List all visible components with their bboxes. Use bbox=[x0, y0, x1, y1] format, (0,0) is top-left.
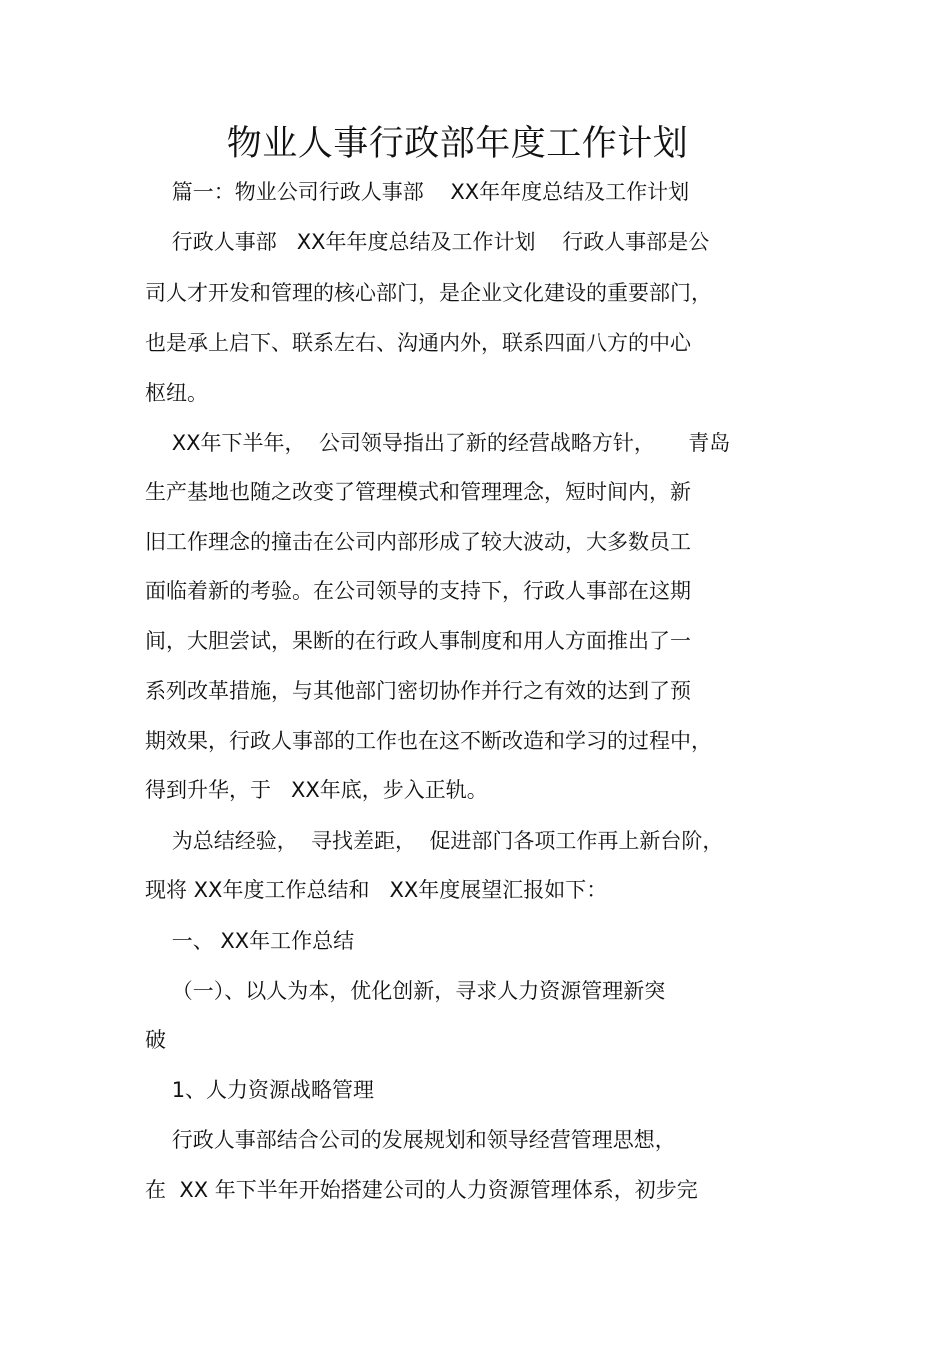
paragraph-line: 得到升华，于 XX年底，步入正轨。 bbox=[145, 778, 488, 802]
paragraph-line: 也是承上启下、联系左右、沟通内外，联系四面八方的中心 bbox=[145, 331, 691, 355]
paragraph-line: 生产基地也随之改变了管理模式和管理理念，短时间内，新 bbox=[145, 480, 691, 504]
document-title: 物业人事行政部年度工作计划 bbox=[226, 124, 689, 164]
paragraph-line: 间，大胆尝试，果断的在行政人事制度和用人方面推出了一 bbox=[145, 629, 691, 653]
subsection-heading: 破 bbox=[145, 1028, 166, 1052]
paragraph-line: 枢纽。 bbox=[145, 381, 208, 405]
paragraph-line: 在 XX 年下半年开始搭建公司的人力资源管理体系，初步完 bbox=[145, 1178, 698, 1202]
paragraph-line: 为总结经验， 寻找差距， 促进部门各项工作再上新台阶， bbox=[145, 829, 724, 853]
subtitle-line: 篇一：物业公司行政人事部 XX年年度总结及工作计划 bbox=[145, 180, 690, 204]
paragraph-line: 面临着新的考验。在公司领导的支持下，行政人事部在这期 bbox=[145, 579, 691, 603]
paragraph-line: 现将 XX年度工作总结和 XX年度展望汇报如下： bbox=[145, 878, 608, 902]
paragraph-line: 旧工作理念的撞击在公司内部形成了较大波动，大多数员工 bbox=[145, 530, 691, 554]
paragraph-line: 期效果，行政人事部的工作也在这不断改造和学习的过程中， bbox=[145, 729, 712, 753]
paragraph-line: 行政人事部 XX年年度总结及工作计划 行政人事部是公 bbox=[145, 230, 710, 254]
section-heading: 一、 XX年工作总结 bbox=[145, 929, 355, 953]
paragraph-line: 系列改革措施，与其他部门密切协作并行之有效的达到了预 bbox=[145, 679, 691, 703]
paragraph-line: 司人才开发和管理的核心部门，是企业文化建设的重要部门， bbox=[145, 281, 712, 305]
paragraph-line: XX年下半年， 公司领导指出了新的经营战略方针， 青岛 bbox=[145, 431, 731, 455]
subsection-heading: （一）、以人为本，优化创新，寻求人力资源管理新突 bbox=[145, 979, 666, 1003]
item-heading: 1、人力资源战略管理 bbox=[145, 1078, 375, 1102]
paragraph-line: 行政人事部结合公司的发展规划和领导经营管理思想， bbox=[145, 1128, 676, 1152]
